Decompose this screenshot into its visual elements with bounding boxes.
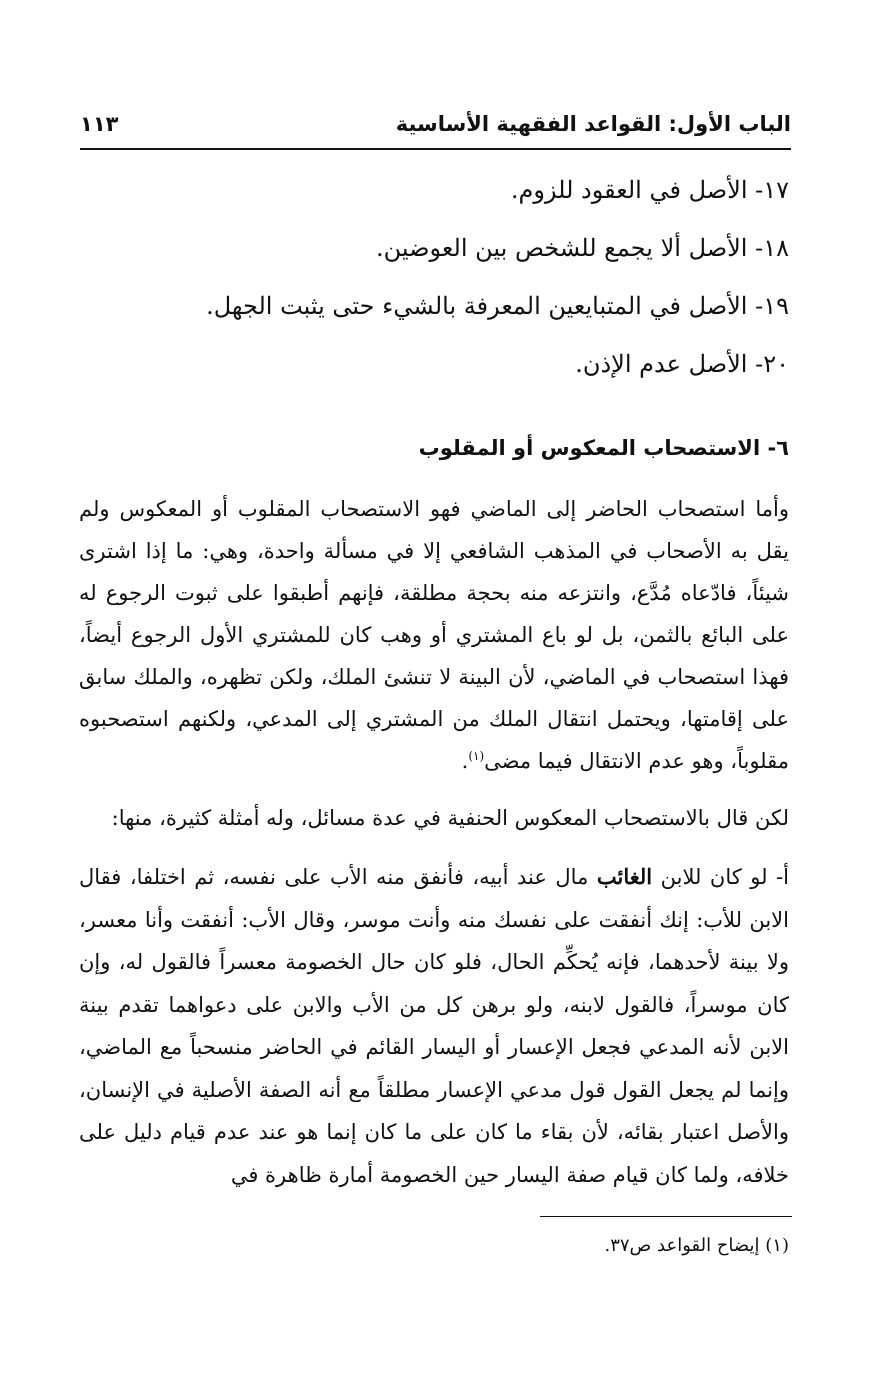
header-rule bbox=[80, 148, 791, 150]
paragraph-3-bold: الغائب bbox=[596, 864, 653, 889]
paragraph-3-rest: مال عند أبيه، فأنفق منه الأب على نفسه، ثم اختلفا، فقال الابن للأب: إنك أنفقت على نفسك منه وأنت موسر، وقال الأب: أنفقت وأنا معسر، ولا بينة لأحدهما، فإنه يُحكِّم الحال، فلو كان حال الخصومة معسراً فالقول له، وإن كان موسراً، فالقول لابنه، ولو برهن كل من الأب والابن على دعواهما تقدم بينة الابن لأنه المدعي فجعل الإعسار أو اليسار القائم في الحاضر منسحباً مع الماضي، وإنما لم يجعل القول قول مدعي الإعسار مطلقاً مع أنه الصفة الأصلية في الإنسان، والأصل اعتبار بقائه، لأن بقاء ما كان على ما كان إنما هو عند عدم قيام دليل على خلافه، ولما كان قيام صفة اليسار حين الخصومة أمارة ظاهرة في bbox=[79, 865, 789, 1187]
paragraph-2: لكن قال بالاستصحاب المعكوس الحنفية في عدة مسائل، وله أمثلة كثيرة، منها: bbox=[111, 806, 789, 830]
paragraph-1-text: وأما استصحاب الحاضر إلى الماضي فهو الاستصحاب المقلوب أو المعكوس ولم يقل به الأصحاب في المذهب الشافعي إلا في مسألة واحدة، وهي: ما إذا اشترى شيئاً، فادّعاه مُدَّع، وانتزعه منه بحجة مطلقة، فإنهم أطبقوا على ثبوت الرجوع له على البائع بالثمن، بل لو باع المشتري أو وهب كان للمشتري الأول الرجوع أيضاً، فهذا استصحاب في الماضي، لأن البينة لا تنشئ الملك، ولكن تظهره، والملك سابق على إقامتها، ويحتمل انتقال الملك من المشتري إلى المدعي، ولكنهم استصحبوه مقلوباً، وهو عدم الانتقال فيما مضى bbox=[79, 497, 789, 773]
rules-list bbox=[89, 168, 789, 400]
section-heading: ٦- الاستصحاب المعكوس أو المقلوب bbox=[418, 436, 789, 460]
list-item: ١٩- الأصل في المتبايعين المعرفة بالشيء حتى يثبت الجهل. bbox=[206, 292, 789, 320]
paragraph-3-start: أ- لو كان للابن bbox=[652, 865, 789, 889]
paragraph-1 bbox=[79, 488, 789, 782]
list-item: ١٧- الأصل في العقود للزوم. bbox=[510, 176, 789, 204]
list-item: ٢٠- الأصل عدم الإذن. bbox=[575, 350, 789, 378]
paragraph-3 bbox=[79, 856, 789, 1196]
paragraph-1-end: . bbox=[461, 749, 469, 773]
footnote-reference[interactable]: (١) bbox=[468, 749, 485, 763]
chapter-title: الباب الأول: القواعد الفقهية الأساسية bbox=[395, 112, 791, 136]
list-item: ١٨- الأصل ألا يجمع للشخص بين العوضين. bbox=[376, 234, 789, 262]
page-number: ١١٣ bbox=[80, 112, 119, 136]
footnote: (١) إيضاح القواعد ص٣٧. bbox=[604, 1235, 789, 1256]
footnote-rule bbox=[540, 1216, 792, 1217]
page-header bbox=[80, 110, 791, 146]
